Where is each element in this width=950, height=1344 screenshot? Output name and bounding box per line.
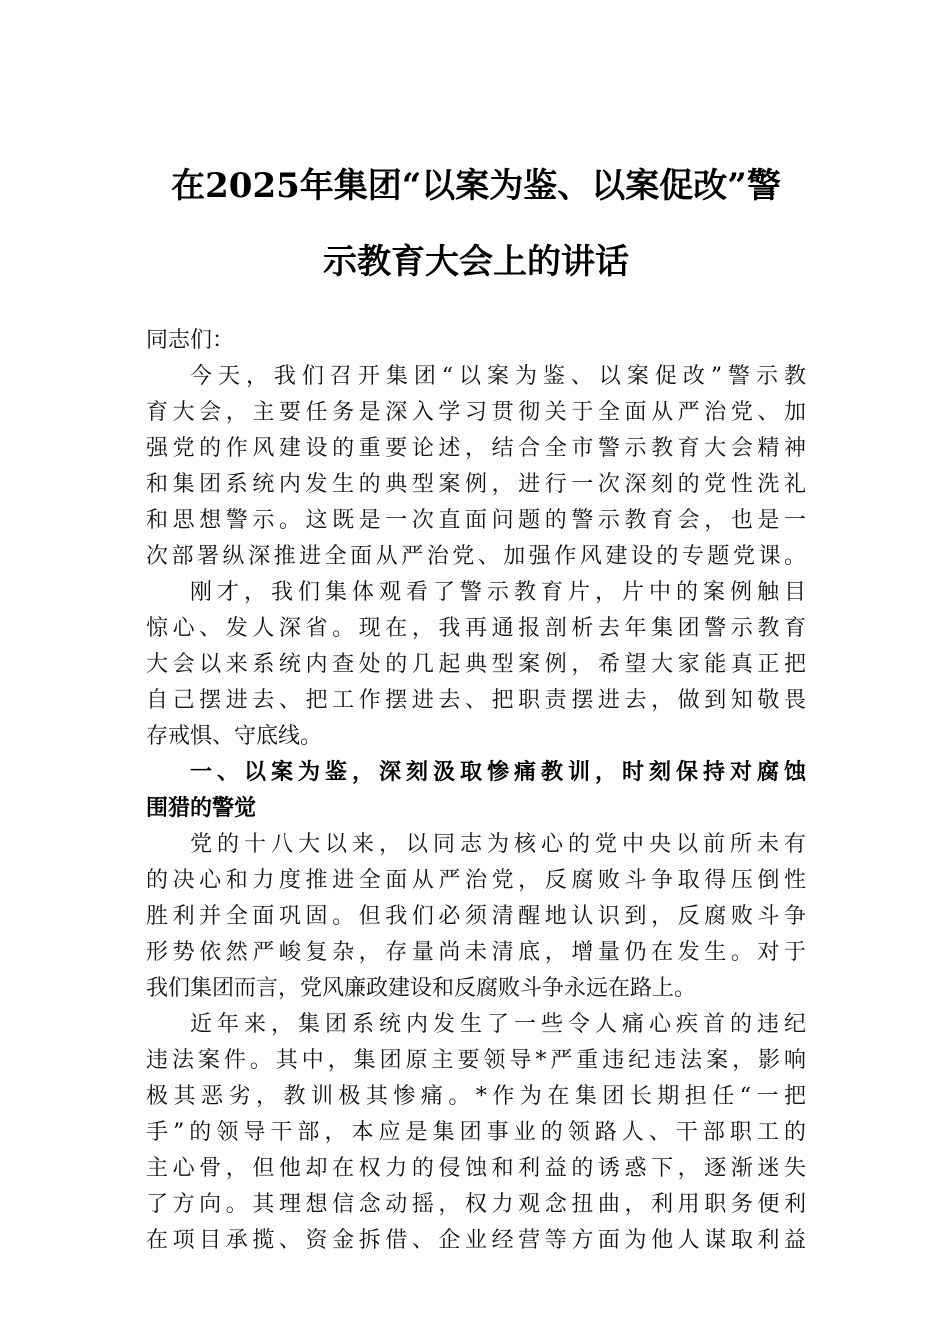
text-line: 在项目承揽、资金拆借、企业经营等方面为他人谋取利益: [146, 1228, 806, 1253]
salutation: 同志们：: [146, 328, 235, 353]
text-line: 惊心、发人深省。现在，我再通报剖析去年集团警示教育: [146, 616, 806, 641]
text-line: 育大会，主要任务是深入学习贯彻关于全面从严治党、加: [146, 400, 806, 425]
text-line: 次部署纵深推进全面从严治党、加强作风建设的专题党课。: [146, 544, 806, 569]
text-line: 近年来，集团系统内发生了一些令人痛心疾首的违纪: [190, 1012, 806, 1037]
text-line: 大会以来系统内查处的几起典型案例，希望大家能真正把: [146, 652, 806, 677]
text-line: 了方向。其理想信念动摇，权力观念扭曲，利用职务便利: [146, 1192, 806, 1217]
text-line: 违法案件。其中，集团原主要领导*严重违纪违法案，影响: [146, 1048, 806, 1073]
text-line: 形势依然严峻复杂，存量尚未清底，增量仍在发生。对于: [146, 940, 806, 965]
text-line: 存戒惧、守底线。: [146, 724, 323, 749]
text-line: 自己摆进去、把工作摆进去、把职责摆进去，做到知敬畏: [146, 688, 806, 713]
paragraph: [146, 827, 806, 1007]
text-line: 的决心和力度推进全面从严治党，反腐败斗争取得压倒性: [146, 868, 806, 893]
title-line: 在2025年集团“以案为鉴、以案促改”警: [171, 166, 781, 206]
title-line: 示教育大会上的讲话: [323, 242, 629, 282]
text-line: 今天，我们召开集团“以案为鉴、以案促改”警示教: [190, 364, 806, 389]
text-line: 胜利并全面巩固。但我们必须清醒地认识到，反腐败斗争: [146, 904, 806, 929]
paragraph: [146, 575, 806, 755]
document-body: [146, 323, 806, 1259]
text-line: 党的十八大以来，以同志为核心的党中央以前所未有: [190, 832, 806, 857]
text-line: 和集团系统内发生的典型案例，进行一次深刻的党性洗礼: [146, 472, 806, 497]
heading-line: 一、以案为鉴，深刻汲取惨痛教训，时刻保持对腐蚀: [190, 760, 806, 785]
text-line: 主心骨，但他却在权力的侵蚀和利益的诱惑下，逐渐迷失: [146, 1156, 806, 1181]
document-title: [146, 148, 806, 300]
text-line: 手”的领导干部，本应是集团事业的领路人、干部职工的: [146, 1120, 806, 1145]
section-heading: [146, 755, 806, 827]
text-line: 我们集团而言，党风廉政建设和反腐败斗争永远在路上。: [146, 976, 697, 1001]
heading-line: 围猎的警觉: [146, 796, 257, 821]
paragraph: [146, 1007, 806, 1259]
text-line: 刚才，我们集体观看了警示教育片，片中的案例触目: [190, 580, 806, 605]
paragraph: [146, 359, 806, 575]
text-line: 和思想警示。这既是一次直面问题的警示教育会，也是一: [146, 508, 806, 533]
text-line: 强党的作风建设的重要论述，结合全市警示教育大会精神: [146, 436, 806, 461]
text-line: 极其恶劣，教训极其惨痛。*作为在集团长期担任“一把: [146, 1084, 806, 1109]
